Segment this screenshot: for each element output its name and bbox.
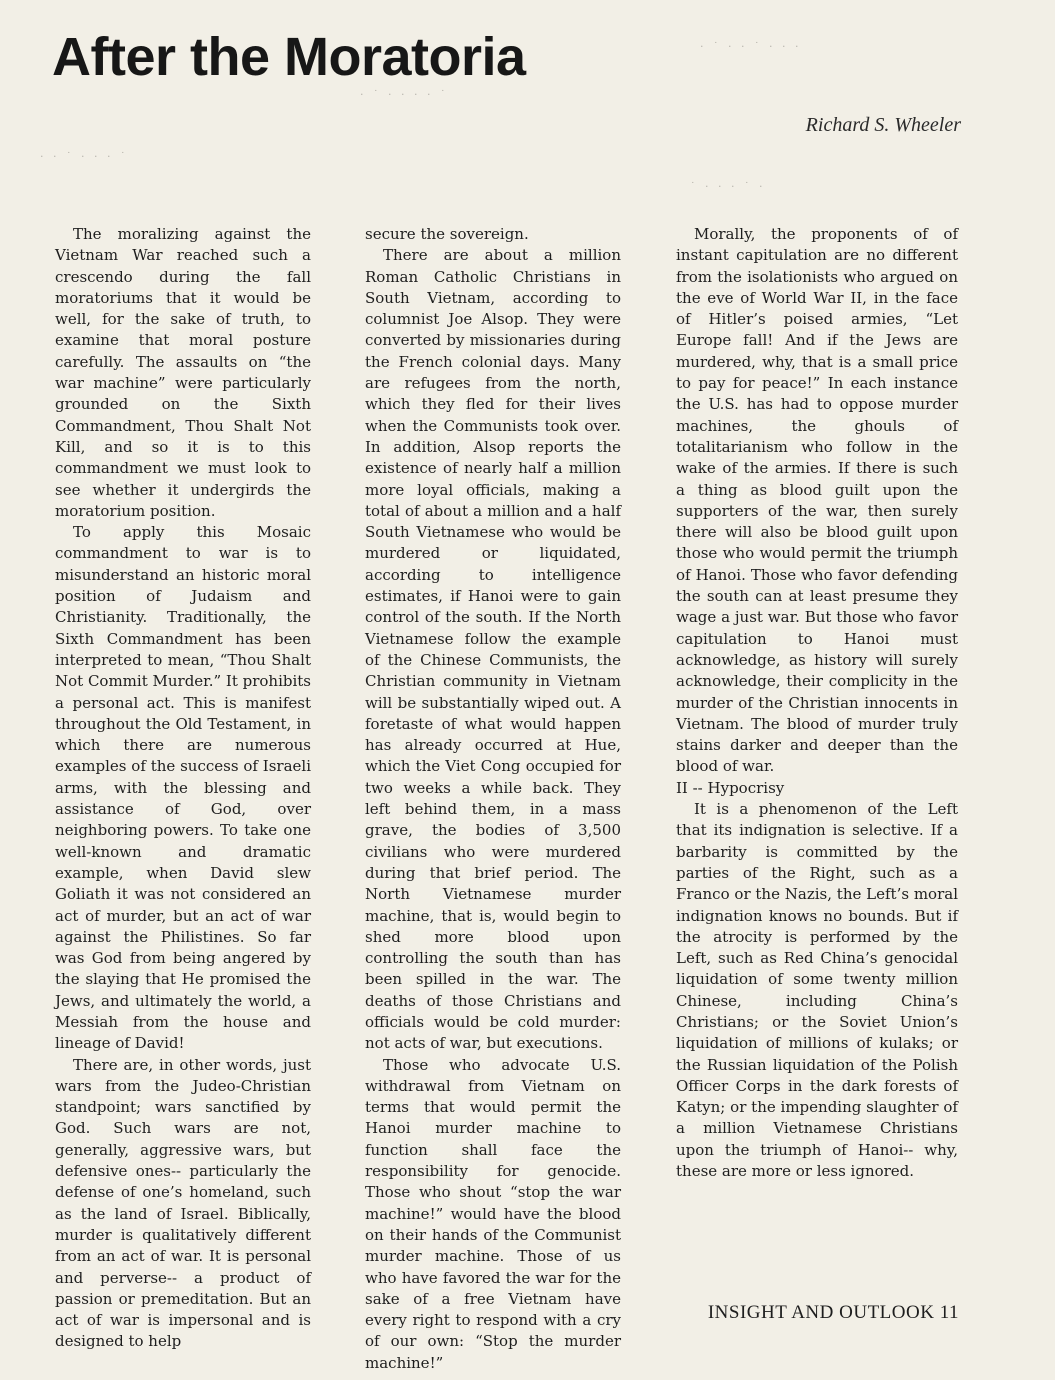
bleed-through-noise: · ˙ · · ˙ · · · xyxy=(700,40,802,53)
paragraph: Morally, the proponents of of instant capitulation are no different from the isolationists who argued on the eve of World War II, in the face of Hitler’s poised armies, “Let Europe fall! And if the Jews are murdered, why, that is a small price to pay for peace!” In each instance the U.S. has had to oppose murder machines, the ghouls of totalitarianism who follow in the wake of the armies. If there is such a thing as blood guilt upon the supporters of the war, then surely there will also be blood guilt upon those who would permit the triumph of Hanoi. Those who favor defending the south can at least presume they wage a just war. But those who favor capitulation to Hanoi must acknowledge, as history will surely acknowledge, their complicity in the murder of the Christian innocents in Vietnam. The blood of murder truly stains darker and deeper than the blood of war. xyxy=(676,225,958,776)
paragraph: There are about a million Roman Catholic Christians in South Vietnam, according to columnist Joe Alsop. They were converted by missionaries during the French colonial days. Many are refugees from the north, which they fled for their lives when the Communists took over. In addition, Alsop reports the existence of nearly half a million more loyal officials, making a total of about a million and a half South Vietnamese who would be murdered or liquidated, according to intelligence estimates, if Hanoi were to gain control of the south. If the North Vietnamese follow the example of the Chinese Communists, the Christian community in Vietnam will be substantially wiped out. A foretaste of what would happen has already occurred at Hue, which the Viet Cong occupied for two weeks a while back. They left behind them, in a mass grave, the bodies of 3,500 civilians who were murdered during that brief period. The North Vietnamese murder machine, that is, would begin to shed more blood upon controlling the south than has been spilled in the war. The deaths of those Christians and officials would be cold murder: not acts of war, but executions. xyxy=(365,246,621,1053)
bleed-through-noise: ˙ · · · ˙ · xyxy=(690,180,766,193)
paragraph: secure the sovereign. xyxy=(365,225,529,243)
article-title: After the Moratoria xyxy=(52,27,526,87)
paragraph: There are, in other words, just wars from the Judeo-Christian standpoint; wars sanctified by God. Such wars are not, generally, aggressive wars, but defensive ones-- particularly the defense of one’s homeland, such as the land of Israel. Biblically, murder is qualitatively different from an act of war. It is personal and perverse-- a product of passion or premeditation. But an act of war is impersonal and is designed to help xyxy=(55,1055,311,1351)
paragraph: It is a phenomenon of the Left that its indignation is selective. If a barbarity is committed by the parties of the Right, such as a Franco or the Nazis, the Left’s moral indignation knows no bounds. But if the atrocity is performed by the Left, such as Red China’s genocidal liquidation of some twenty million Chinese, including China’s Christians; or the Soviet Union’s liquidation of millions of kulaks; or the Russian liquidation of the Polish Officer Corps in the dark forests of Katyn; or the impending slaughter of a million Vietnamese Christians upon the triumph of Hanoi-- why, these are more or less ignored. xyxy=(676,800,958,1181)
bleed-through-noise: · ˙ · · · · ˙ xyxy=(360,88,449,101)
text-column-1 xyxy=(55,224,311,1353)
publication-name: INSIGHT AND OUTLOOK xyxy=(707,1302,935,1323)
paragraph: Those who advocate U.S. withdrawal from Vietnam on terms that would permit the Hanoi murder machine to function shall face the responsibility for genocide. Those who shout “stop the war machine!” would have the blood on their hands of the Communist murder machine. Those of us who have favored the war for the sake of a free Vietnam have every right to respond with a cry of our own: “Stop the murder machine!” xyxy=(365,1055,621,1372)
author-byline: Richard S. Wheeler xyxy=(805,114,961,136)
page-number: 11 xyxy=(939,1302,959,1323)
text-column-2 xyxy=(365,224,621,1374)
text-column-3 xyxy=(676,224,958,1182)
paragraph: The moralizing against the Vietnam War reached such a crescendo during the fall moratoriums that it would be well, for the sake of truth, to examine that moral posture carefully. The assaults on “the war machine” were particularly grounded on the Sixth Commandment, Thou Shalt Not Kill, and so it is to this commandment we must look to see whether it undergirds the moratorium position. xyxy=(55,225,311,520)
page-footer xyxy=(708,1302,959,1324)
bleed-through-noise: · · ˙ · · · ˙ xyxy=(40,150,129,163)
section-heading: II -- Hypocrisy xyxy=(676,778,785,797)
paragraph: To apply this Mosaic commandment to war is to misunderstand an historic moral position of Judaism and Christianity. Traditionally, the Sixth Commandment has been interpreted to mean, “Thou Shalt Not Commit Murder.” It prohibits a personal act. This is manifest throughout the Old Testament, in which there are numerous examples of the success of Israeli arms, with the blessing and assistance of God, over neighboring powers. To take one well-known and dramatic example, when David slew Goliath it was not considered an act of murder, but an act of war against the Philistines. So far was God from being angered by the slaying that He promised the Jews, and ultimately the world, a Messiah from the house and lineage of David! xyxy=(55,523,312,1053)
